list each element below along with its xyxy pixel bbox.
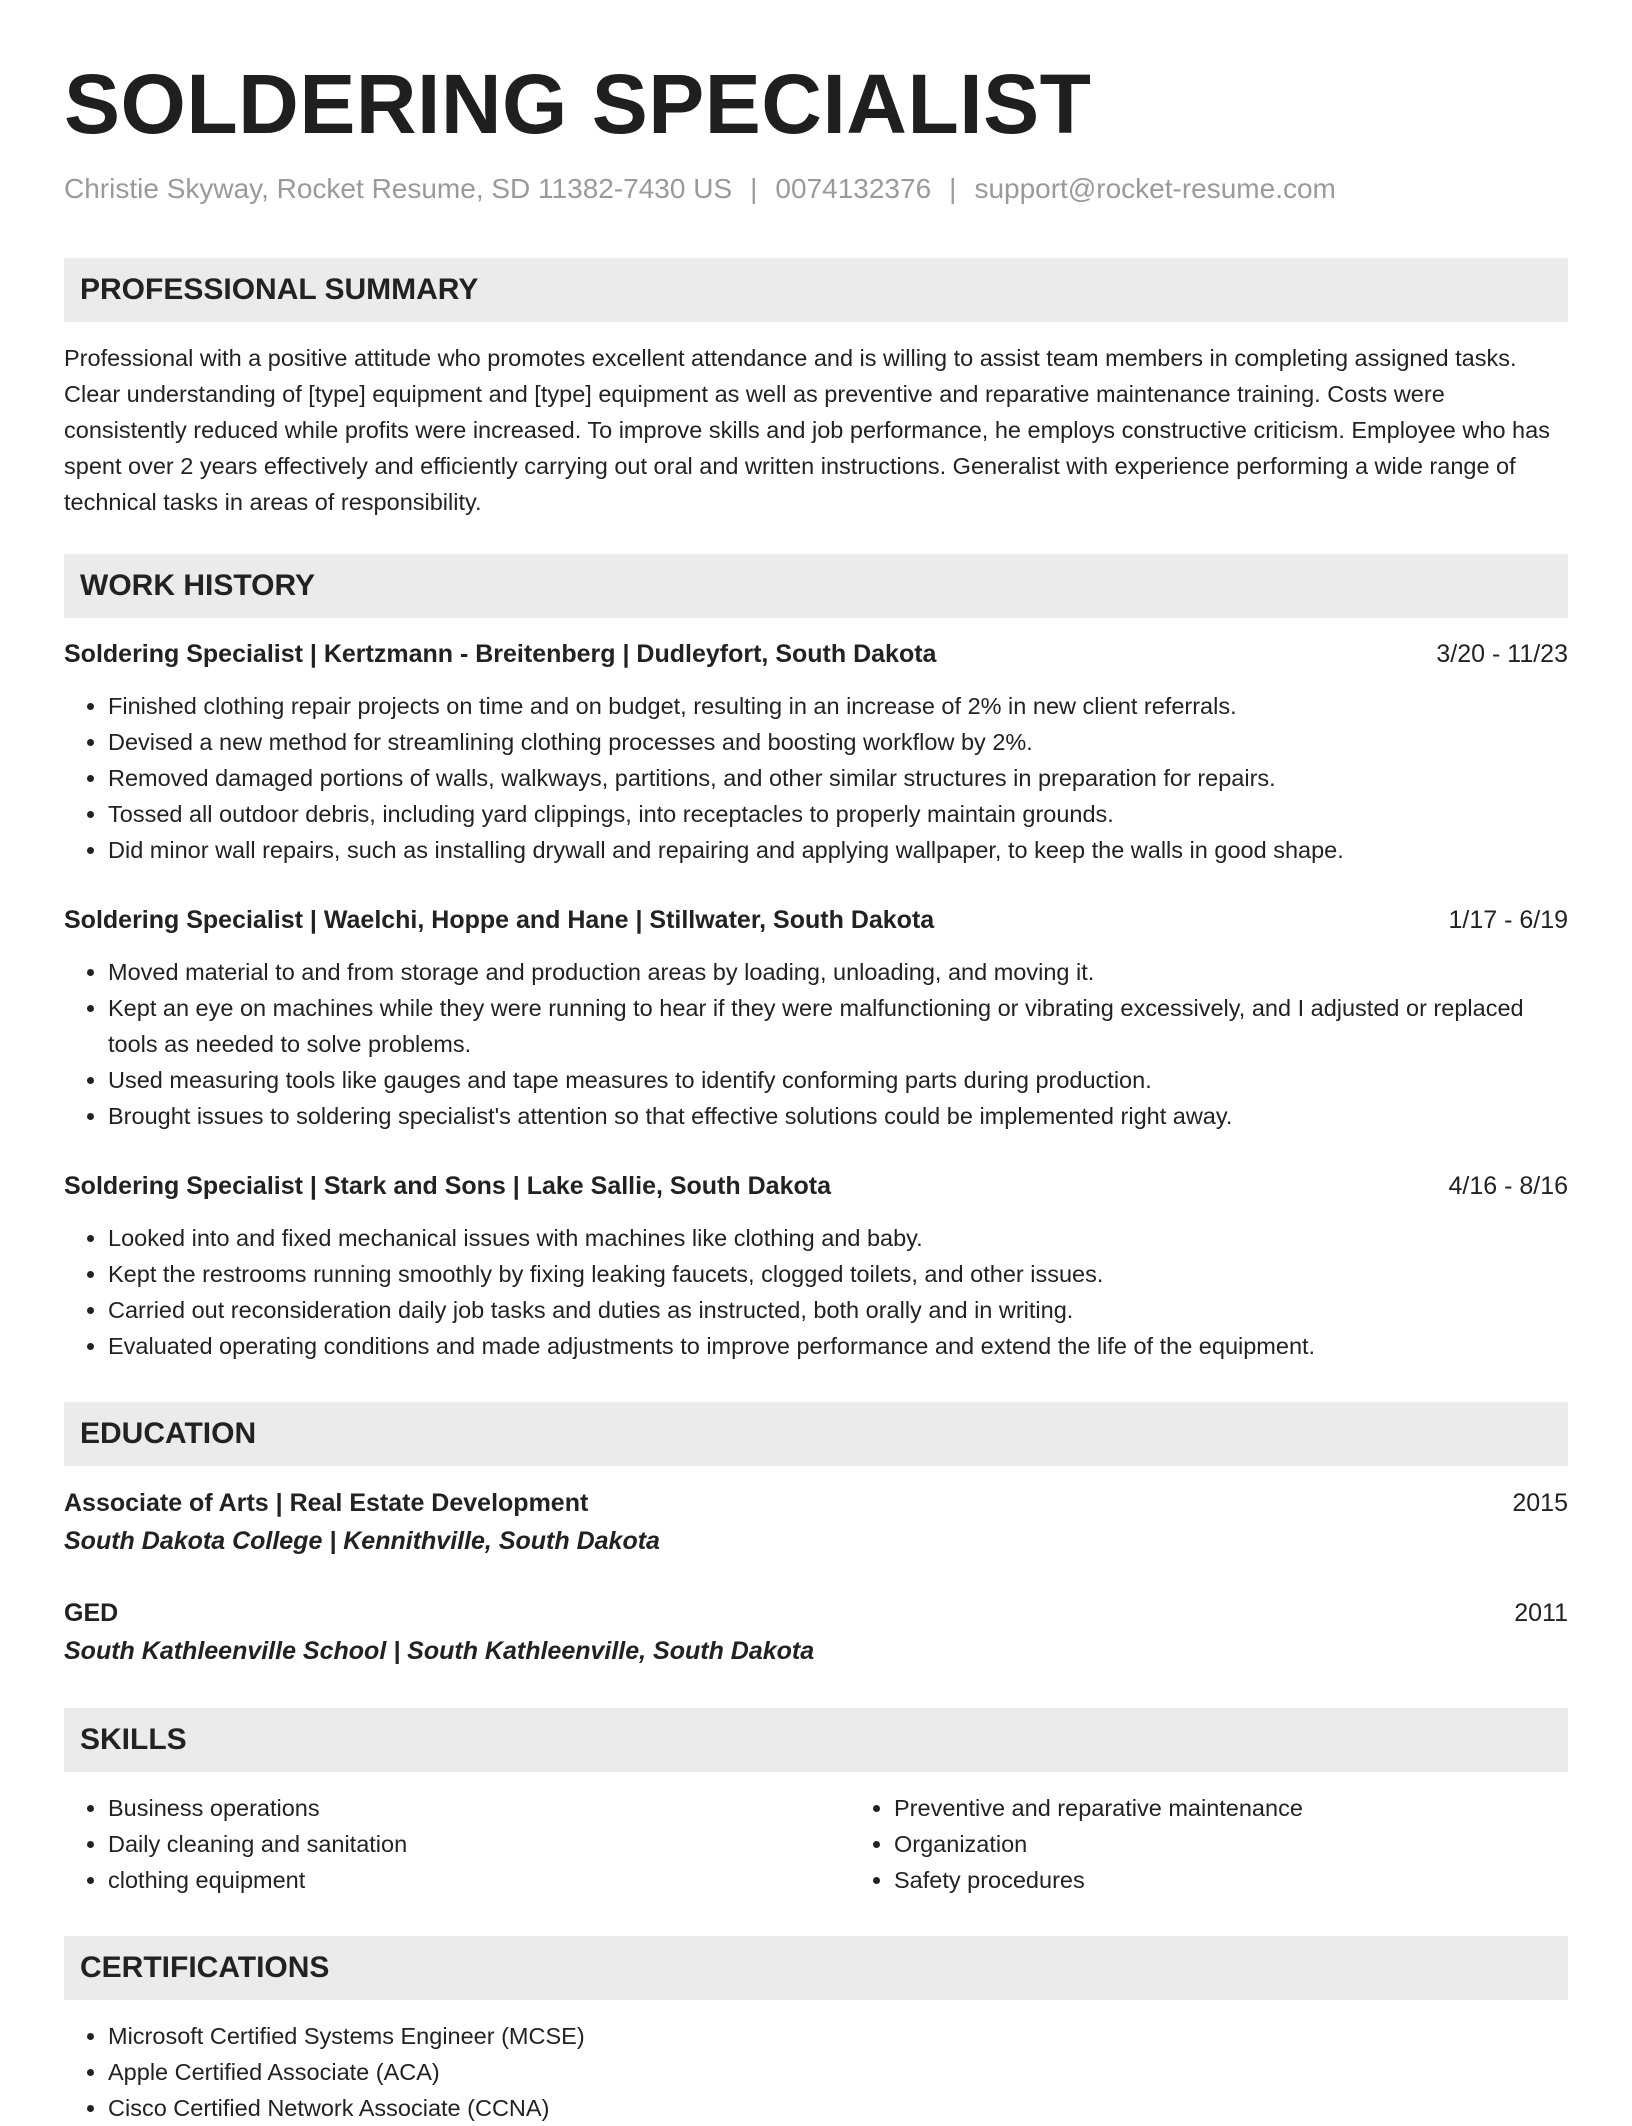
job-bullet: • Kept the restrooms running smoothly by fixing leaking faucets, clogged toilets, and other issues.: [108, 1256, 1568, 1292]
education-year: 2011: [1514, 1599, 1568, 1627]
education-school-row: [64, 1632, 1568, 1670]
job-header: [64, 902, 1568, 938]
job-bullet: • Kept an eye on machines while they were running to hear if they were malfunctioning or vibrating excessively, and I adjusted or replaced tools as needed to solve problems.: [108, 990, 1568, 1062]
skill-item: • Preventive and reparative maintenance: [894, 1790, 1632, 1826]
job-bullet: • Moved material to and from storage and production areas by loading, unloading, and moving it.: [108, 954, 1568, 990]
job-bullet: • Tossed all outdoor debris, including yard clippings, into receptacles to properly maintain grounds.: [108, 796, 1568, 832]
job-header: [64, 636, 1568, 672]
education-header: [64, 1484, 1568, 1522]
job-bullets: [64, 1220, 1568, 1364]
job-header: [64, 1168, 1568, 1204]
skill-item: • Daily cleaning and sanitation: [108, 1826, 850, 1862]
certifications-list: [64, 2018, 1568, 2126]
education-degree: Associate of Arts | Real Estate Development: [64, 1489, 589, 1517]
skills-column-left: [64, 1790, 850, 1898]
skill-item: • Business operations: [108, 1790, 850, 1826]
job-bullet: • Evaluated operating conditions and made adjustments to improve performance and extend the life of the equipment.: [108, 1328, 1568, 1364]
certification-item: • Apple Certified Associate (ACA): [108, 2054, 1568, 2090]
job-bullet: • Finished clothing repair projects on time and on budget, resulting in an increase of 2% in new client referrals.: [108, 688, 1568, 724]
section-heading-certifications: CERTIFICATIONS: [64, 1936, 1568, 2000]
job-bullet: • Did minor wall repairs, such as installing drywall and repairing and applying wallpaper, to keep the walls in good shape.: [108, 832, 1568, 868]
job-title: Soldering Specialist | Stark and Sons | Lake Sallie, South Dakota: [64, 1172, 831, 1200]
job-bullet: • Devised a new method for streamlining clothing processes and boosting workflow by 2%.: [108, 724, 1568, 760]
resume-page: [64, 50, 1568, 2126]
education-year: 2015: [1512, 1489, 1568, 1517]
section-heading-work-history: WORK HISTORY: [64, 554, 1568, 618]
education-school-row: [64, 1522, 1568, 1560]
skill-item: • clothing equipment: [108, 1862, 850, 1898]
job-dates: 1/17 - 6/19: [1448, 906, 1568, 934]
job-bullet: • Brought issues to soldering specialist's attention so that effective solutions could be implemented right away.: [108, 1098, 1568, 1134]
job-bullets: [64, 688, 1568, 868]
job-bullets: [64, 954, 1568, 1134]
certification-item: • Microsoft Certified Systems Engineer (MCSE): [108, 2018, 1568, 2054]
section-heading-summary: PROFESSIONAL SUMMARY: [64, 258, 1568, 322]
section-heading-skills: SKILLS: [64, 1708, 1568, 1772]
job-title: Soldering Specialist | Kertzmann - Breitenberg | Dudleyfort, South Dakota: [64, 640, 937, 668]
contact-phone: 0074132376: [775, 173, 932, 204]
summary-text: Professional with a positive attitude who promotes excellent attendance and is willing to assist team members in completing assigned tasks. Clear understanding of [type] equipment and [type] equipment as well as preventive and reparative maintenance training. Costs were consistently reduced while profits were increased. To improve skills and job performance, he employs constructive criticism. Employee who has spent over 2 years effectively and efficiently carrying out oral and written instructions. Generalist with experience performing a wide range of technical tasks in areas of responsibility.: [64, 345, 1550, 515]
job-title: Soldering Specialist | Waelchi, Hoppe and Hane | Stillwater, South Dakota: [64, 906, 935, 934]
job-entry: [64, 902, 1568, 1134]
job-dates: 3/20 - 11/23: [1436, 640, 1568, 668]
skill-item: • Safety procedures: [894, 1862, 1632, 1898]
job-dates: 4/16 - 8/16: [1448, 1172, 1568, 1200]
contact-email: support@rocket-resume.com: [974, 173, 1336, 204]
education-entry: [64, 1484, 1568, 1560]
job-entry: [64, 1168, 1568, 1364]
job-entry: [64, 636, 1568, 868]
skill-item: • Organization: [894, 1826, 1632, 1862]
contact-line: [64, 172, 1568, 206]
job-bullet: • Removed damaged portions of walls, walkways, partitions, and other similar structures in preparation for repairs.: [108, 760, 1568, 796]
skills-grid: [64, 1790, 1568, 1898]
job-bullet: • Used measuring tools like gauges and tape measures to identify conforming parts during production.: [108, 1062, 1568, 1098]
certification-item: • Cisco Certified Network Associate (CCNA): [108, 2090, 1568, 2126]
job-bullet: • Carried out reconsideration daily job tasks and duties as instructed, both orally and in writing.: [108, 1292, 1568, 1328]
education-header: [64, 1594, 1568, 1632]
candidate-title: SOLDERING SPECIALIST: [64, 57, 1092, 151]
education-entry: [64, 1594, 1568, 1670]
education-school: South Kathleenville School | South Kathleenville, South Dakota: [64, 1637, 815, 1665]
contact-separator: |: [949, 173, 957, 204]
contact-address: Christie Skyway, Rocket Resume, SD 11382-7430 US: [64, 173, 733, 204]
section-heading-education: EDUCATION: [64, 1402, 1568, 1466]
contact-separator: |: [750, 173, 758, 204]
job-bullet: • Looked into and fixed mechanical issues with machines like clothing and baby.: [108, 1220, 1568, 1256]
education-school: South Dakota College | Kennithville, South Dakota: [64, 1527, 660, 1555]
skills-column-right: [850, 1790, 1632, 1898]
education-degree: GED: [64, 1599, 119, 1627]
